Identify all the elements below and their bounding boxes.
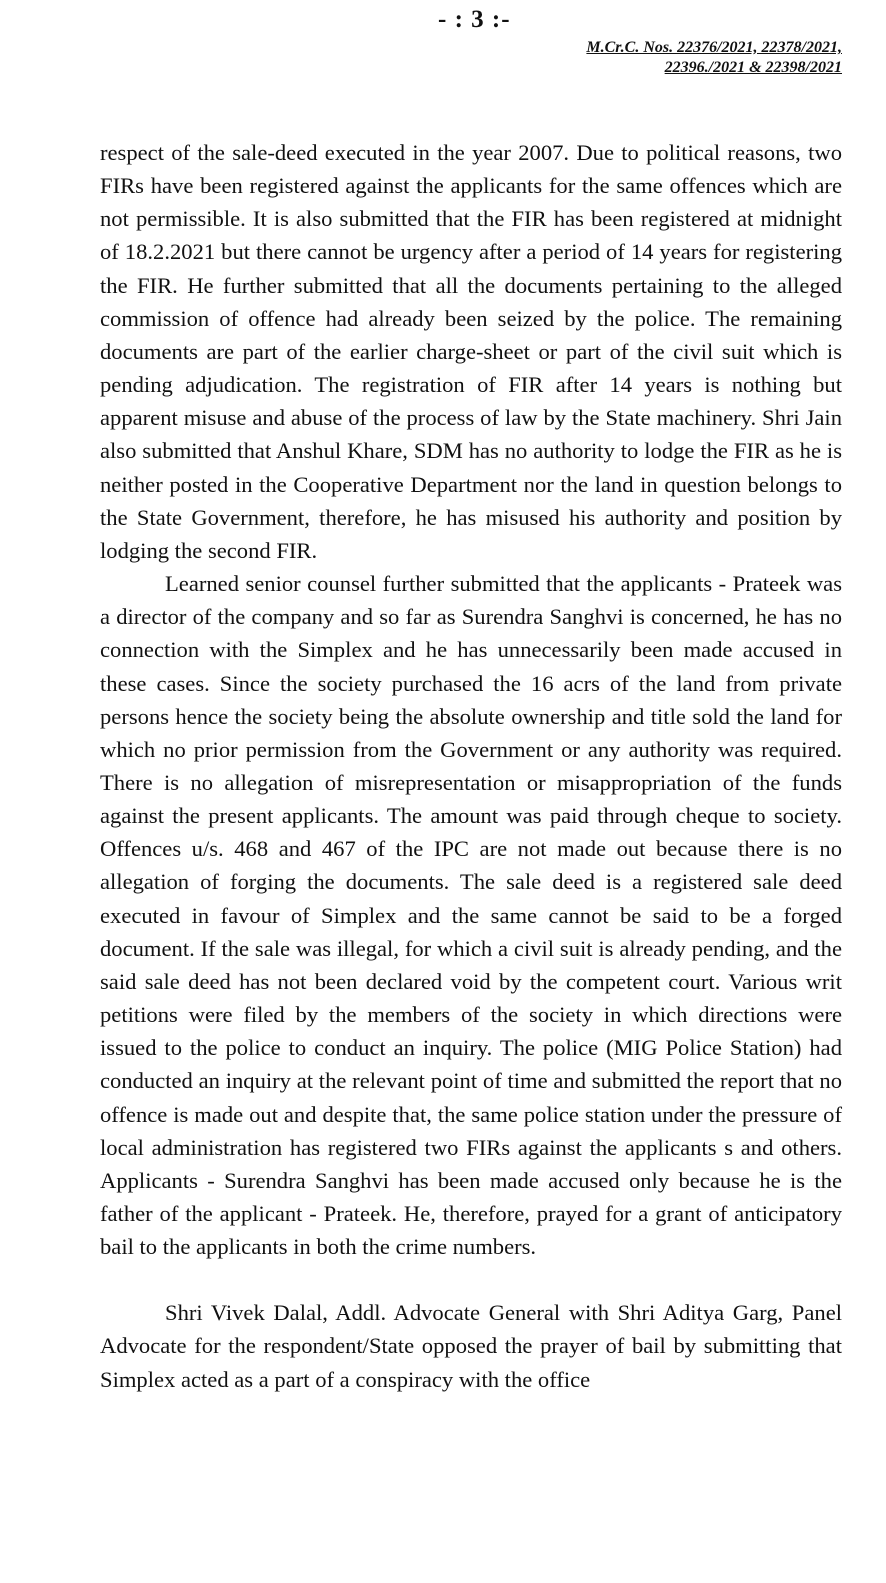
paragraph-state-opposition: Shri Vivek Dalal, Addl. Advocate General with Shri Aditya Garg, Panel Advocate for the respondent/State opposed the prayer of bail by submitting that Simplex acted as a part of a conspiracy with the office bbox=[100, 1300, 842, 1392]
case-reference-line-2: 22396./2021 & 22398/2021 bbox=[664, 59, 842, 76]
paragraph-continued-submissions: respect of the sale-deed executed in the year 2007. Due to political reasons, two FIRs have been registered against the applicants for the same offences which are not permissible. It is also submitted that the FIR has been registered at midnight of 18.2.2021 but there cannot be urgency after a period of 14 years for registering the FIR. He further submitted that all the documents pertaining to the alleged commission of offence had already been seized by the police. The remaining documents are part of the earlier charge-sheet or part of the civil suit which is pending adjudication. The registration of FIR after 14 years is nothing but apparent misuse and abuse of the process of law by the State machinery. Shri Jain also submitted that Anshul Khare, SDM has no authority to lodge the FIR as he is neither posted in the Cooperative Department nor the land in question belongs to the State Government, therefore, he has misused his authority and position by lodging the second FIR. bbox=[100, 140, 842, 563]
paragraph-senior-counsel-submissions: Learned senior counsel further submitted that the applicants - Prateek was a director of the company and so far as Surendra Sanghvi is concerned, he has no connection with the Simplex and he has unnecessarily been made accused in these cases. Since the society purchased the 16 acrs of the land from private persons hence the society being the absolute ownership and title sold the land for which no prior permission from the Government or any authority was required. There is no allegation of misrepresentation or misappropriation of the funds against the present applicants. The amount was paid through cheque to society. Offences u/s. 468 and 467 of the IPC are not made out because there is no allegation of forging the documents. The sale deed is a registered sale deed executed in favour of Simplex and the same cannot be said to be a forged document. If the sale was illegal, for which a civil suit is already pending, and the said sale deed has not been declared void by the competent court. Various writ petitions were filed by the members of the society in which directions were issued to the police to conduct an inquiry. The police (MIG Police Station) had conducted an inquiry at the relevant point of time and submitted the report that no offence is made out and despite that, the same police station under the pressure of local administration has registered two FIRs against the applicants s and others. Applicants - Surendra Sanghvi has been made accused only because he is the father of the applicant - Prateek. He, therefore, prayed for a grant of anticipatory bail to the applicants in both the crime numbers. bbox=[100, 571, 842, 1260]
case-reference-line-1: M.Cr.C. Nos. 22376/2021, 22378/2021, bbox=[586, 39, 842, 56]
page-number: - : 3 :- bbox=[438, 6, 511, 33]
document-body bbox=[100, 136, 842, 1396]
case-reference bbox=[586, 38, 842, 78]
